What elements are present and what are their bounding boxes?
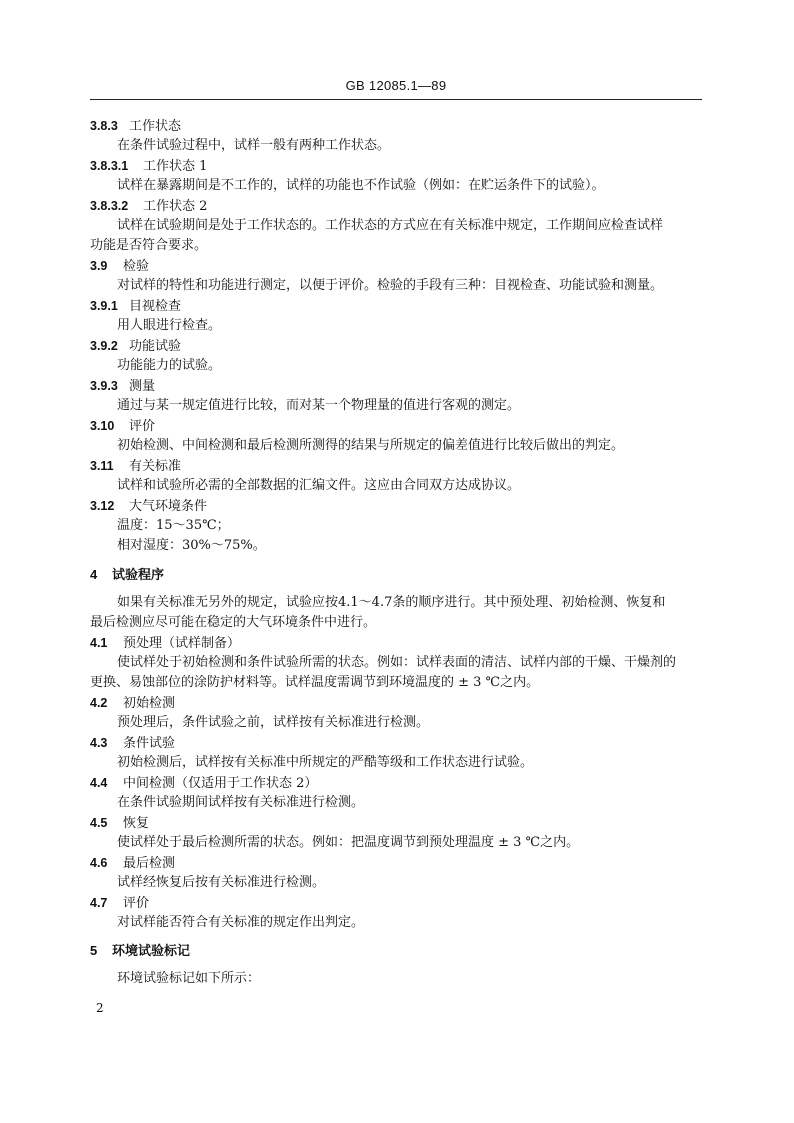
heading-3-9-2: 3.9.2 功能试验 xyxy=(90,339,182,354)
heading-3-8-3-1: 3.8.3.1 工作状态 1 xyxy=(90,159,208,174)
paragraph-4-3: 初始检测后，试样按有关标准中所规定的严酷等级和工作状态进行试验。 xyxy=(117,755,534,770)
paragraph-5: 环境试验标记如下所示： xyxy=(117,971,261,986)
heading-3-12: 3.12 大气环境条件 xyxy=(90,499,208,514)
heading-3-8-3-2: 3.8.3.2 工作状态 2 xyxy=(90,199,208,214)
paragraph-4-line1: 如果有关标准无另外的规定，试验应按4.1～4.7条的顺序进行。其中预处理、初始检测、恢复和 xyxy=(117,595,666,610)
paragraph-3-8-3: 在条件试验过程中，试样一般有两种工作状态。 xyxy=(117,138,391,153)
heading-4: 4 试验程序 xyxy=(90,567,165,583)
heading-5: 5 环境试验标记 xyxy=(90,943,191,959)
header-rule xyxy=(90,99,702,100)
heading-4-4: 4.4 中间检测（仅适用于工作状态 2） xyxy=(90,776,318,791)
heading-4-5: 4.5 恢复 xyxy=(90,816,150,831)
paragraph-3-11: 试样和试验所必需的全部数据的汇编文件。这应由合同双方达成协议。 xyxy=(117,478,521,493)
heading-3-9-3: 3.9.3 测量 xyxy=(90,379,156,394)
paragraph-3-10: 初始检测、中间检测和最后检测所测得的结果与所规定的偏差值进行比较后做出的判定。 xyxy=(117,438,625,453)
heading-4-6: 4.6 最后检测 xyxy=(90,856,176,871)
paragraph-4-line2: 最后检测应尽可能在稳定的大气环境条件中进行。 xyxy=(90,615,377,630)
paragraph-4-7: 对试样能否符合有关标准的规定作出判定。 xyxy=(117,915,365,930)
paragraph-3-9-1: 用人眼进行检查。 xyxy=(117,318,222,333)
paragraph-3-8-3-2-line2: 功能是否符合要求。 xyxy=(90,238,208,253)
heading-4-1: 4.1 预处理（试样制备） xyxy=(90,636,241,651)
paragraph-3-8-3-1: 试样在暴露期间是不工作的，试样的功能也不作试验（例如：在贮运条件下的试验）。 xyxy=(117,178,605,193)
paragraph-4-5: 使试样处于最后检测所需的状态。例如：把温度调节到预处理温度 ± 3 ℃之内。 xyxy=(117,835,580,850)
paragraph-4-1-line2: 更换、易蚀部位的涂防护材料等。试样温度需调节到环境温度的 ± 3 ℃之内。 xyxy=(90,675,540,690)
heading-4-2: 4.2 初始检测 xyxy=(90,696,176,711)
paragraph-3-9-2: 功能能力的试验。 xyxy=(117,358,222,373)
paragraph-3-9: 对试样的特性和功能进行测定，以便于评价。检验的手段有三种：目视检查、功能试验和测量。 xyxy=(117,278,664,293)
heading-3-10: 3.10 评价 xyxy=(90,419,156,434)
heading-4-7: 4.7 评价 xyxy=(90,896,150,911)
heading-4-3: 4.3 条件试验 xyxy=(90,736,176,751)
paragraph-4-2: 预处理后，条件试验之前，试样按有关标准进行检测。 xyxy=(117,715,430,730)
paragraph-3-8-3-2-line1: 试样在试验期间是处于工作状态的。工作状态的方式应在有关标准中规定，工作期间应检查试样 xyxy=(117,218,664,233)
page-number: 2 xyxy=(96,1001,104,1015)
paragraph-4-4: 在条件试验期间试样按有关标准进行检测。 xyxy=(117,795,365,810)
paragraph-3-12-temperature: 温度：15～35℃； xyxy=(117,518,230,533)
document-header: GB 12085.1—89 xyxy=(345,78,447,93)
paragraph-4-6: 试样经恢复后按有关标准进行检测。 xyxy=(117,875,326,890)
paragraph-3-12-humidity: 相对湿度：30%～75%。 xyxy=(117,538,266,553)
heading-3-9: 3.9 检验 xyxy=(90,259,150,274)
paragraph-4-1-line1: 使试样处于初始检测和条件试验所需的状态。例如：试样表面的清洁、试样内部的干燥、干燥剂的 xyxy=(117,655,677,670)
heading-3-9-1: 3.9.1 目视检查 xyxy=(90,299,182,314)
paragraph-3-9-3: 通过与某一规定值进行比较，而对某一个物理量的值进行客观的测定。 xyxy=(117,398,521,413)
heading-3-11: 3.11 有关标准 xyxy=(90,459,182,474)
heading-3-8-3: 3.8.3 工作状态 xyxy=(90,119,182,134)
